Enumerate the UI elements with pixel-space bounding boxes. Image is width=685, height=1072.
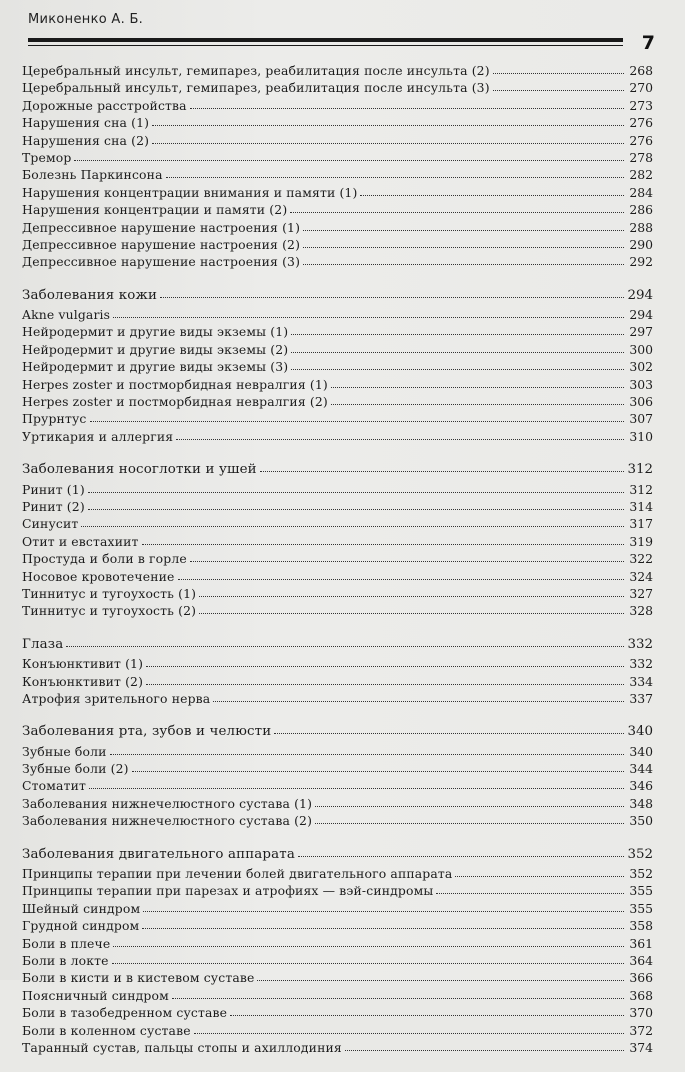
toc-entry-text: Носовое кровотечение xyxy=(22,568,175,584)
toc-entry xyxy=(22,585,653,602)
toc-entry xyxy=(22,166,653,183)
toc-entry xyxy=(22,655,653,672)
dot-leader xyxy=(199,595,624,597)
toc-entry-text: Принципы терапии при парезах и атрофиях — вэй-синдромы xyxy=(22,883,434,899)
dot-leader xyxy=(291,333,624,335)
toc-entry xyxy=(22,393,653,410)
toc-entry-text: Грудной синдром xyxy=(22,918,140,934)
toc-entry xyxy=(22,79,653,96)
toc-entry-text: Нейродермит и другие виды экземы (2) xyxy=(22,341,289,357)
dot-leader xyxy=(190,560,624,562)
dot-leader xyxy=(142,543,624,545)
toc-entry-page: 319 xyxy=(629,533,653,549)
toc-entry-page: 346 xyxy=(629,778,653,794)
toc-entry-text: Атрофия зрительного нерва xyxy=(22,690,211,706)
dot-leader xyxy=(152,124,624,126)
toc-entry xyxy=(22,97,653,114)
dot-leader xyxy=(274,732,624,734)
dot-leader xyxy=(260,470,624,472)
toc-entry-page: 286 xyxy=(629,202,653,218)
toc-entry xyxy=(22,62,653,79)
toc-section xyxy=(22,62,653,271)
header-rule-thin xyxy=(28,45,623,46)
toc-entry xyxy=(22,306,653,323)
toc-entry-text: Боли в кисти и в кистевом суставе xyxy=(22,970,255,986)
toc-entry-page: 297 xyxy=(629,324,653,340)
toc-entry-page: 276 xyxy=(629,115,653,131)
section-title xyxy=(22,287,653,304)
toc-entry-page: 288 xyxy=(629,219,653,235)
dot-leader xyxy=(112,962,624,964)
toc-section xyxy=(22,636,653,708)
toc-section xyxy=(22,846,653,1057)
toc-entry xyxy=(22,253,653,270)
toc-entry-page: 366 xyxy=(629,970,653,986)
toc-entry-text: Конъюнктивит (1) xyxy=(22,656,144,672)
toc-entry xyxy=(22,602,653,619)
dot-leader xyxy=(172,997,624,999)
dot-leader xyxy=(66,645,624,647)
toc-entry-text: Поясничный синдром xyxy=(22,987,169,1003)
section-title-text: Заболевания кожи xyxy=(22,287,158,303)
toc-entry-page: 317 xyxy=(629,516,653,532)
toc-entry-page: 284 xyxy=(629,184,653,200)
dot-leader xyxy=(331,403,624,405)
toc-entry-page: 324 xyxy=(629,568,653,584)
toc-entry-text: Синусит xyxy=(22,516,79,532)
toc-entry-page: 355 xyxy=(629,883,653,899)
toc-entry-text: Отит и евстахиит xyxy=(22,533,139,549)
toc-entry-text: Церебральный инсульт, гемипарез, реабилитация после инсульта (3) xyxy=(22,80,490,96)
toc-entry-page: 314 xyxy=(629,498,653,514)
toc-entry-text: Зубные боли (2) xyxy=(22,761,129,777)
toc-entry-text: Herpes zoster и постморбидная невралгия (1) xyxy=(22,376,328,392)
toc-entry xyxy=(22,533,653,550)
toc-entry-text: Боли в плече xyxy=(22,935,111,951)
toc-entry-page: 302 xyxy=(629,359,653,375)
toc-entry xyxy=(22,515,653,532)
dot-leader xyxy=(345,1049,624,1051)
toc-entry-text: Депрессивное нарушение настроения (1) xyxy=(22,219,301,235)
toc-entry-text: Тиннитус и тугоухость (2) xyxy=(22,603,197,619)
toc-entry xyxy=(22,987,653,1004)
dot-leader xyxy=(290,211,624,213)
dot-leader xyxy=(315,805,624,807)
dot-leader xyxy=(190,107,624,109)
toc-entry-text: Таранный сустав, пальцы стопы и ахиллодиния xyxy=(22,1039,342,1055)
toc-entry xyxy=(22,132,653,149)
toc-entry-page: 322 xyxy=(629,551,653,567)
toc-entry-page: 358 xyxy=(629,918,653,934)
dot-leader xyxy=(178,578,624,580)
toc-entry xyxy=(22,149,653,166)
toc-entry-page: 292 xyxy=(629,254,653,270)
toc-entry xyxy=(22,917,653,934)
dot-leader xyxy=(74,159,624,161)
toc-entry-page: 361 xyxy=(629,935,653,951)
toc-entry-text: Дорожные расстройства xyxy=(22,97,187,113)
toc-entry-page: 374 xyxy=(629,1039,653,1055)
dot-leader xyxy=(291,368,624,370)
toc-entry-text: Тиннитус и тугоухость (1) xyxy=(22,585,197,601)
toc-entry-page: 273 xyxy=(629,97,653,113)
running-head: Миконенко А. Б. xyxy=(28,12,144,27)
section-title-text: Заболевания носоглотки и ушей xyxy=(22,462,257,478)
dot-leader xyxy=(88,491,624,493)
section-title-text: Заболевания двигательного аппарата xyxy=(22,846,295,862)
toc-entry-text: Принципы терапии при лечении болей двигательного аппарата xyxy=(22,866,453,882)
toc-entry-page: 307 xyxy=(629,411,653,427)
toc-entry xyxy=(22,498,653,515)
toc-entry-text: Нейродермит и другие виды экземы (3) xyxy=(22,359,289,375)
toc-entry-page: 310 xyxy=(629,428,653,444)
dot-leader xyxy=(493,72,624,74)
dot-leader xyxy=(142,927,624,929)
section-title-page: 294 xyxy=(627,287,653,303)
toc-entry-page: 278 xyxy=(629,149,653,165)
dot-leader xyxy=(303,263,624,265)
toc-entry xyxy=(22,760,653,777)
toc-entry-page: 294 xyxy=(629,307,653,323)
dot-leader xyxy=(199,612,624,614)
section-title-text: Глаза xyxy=(22,636,64,652)
toc-entry-text: Стоматит xyxy=(22,778,86,794)
toc-entry-text: Прурнтус xyxy=(22,411,87,427)
toc-entry xyxy=(22,376,653,393)
toc-entry-page: 332 xyxy=(629,656,653,672)
toc-entry-text: Боли в тазобедренном суставе xyxy=(22,1005,228,1021)
toc-entry xyxy=(22,777,653,794)
toc-entry-page: 370 xyxy=(629,1005,653,1021)
toc-entry-page: 355 xyxy=(629,900,653,916)
toc-entry-page: 337 xyxy=(629,690,653,706)
toc-entry xyxy=(22,882,653,899)
toc-entry xyxy=(22,673,653,690)
section-title xyxy=(22,636,653,653)
table-of-contents xyxy=(22,62,653,1072)
toc-entry xyxy=(22,219,653,236)
toc-entry-page: 290 xyxy=(629,236,653,252)
page-header xyxy=(28,10,655,54)
toc-entry xyxy=(22,935,653,952)
dot-leader xyxy=(152,142,624,144)
dot-leader xyxy=(176,438,624,440)
toc-entry xyxy=(22,428,653,445)
toc-entry-page: 344 xyxy=(629,761,653,777)
toc-entry-text: Нарушения концентрации и памяти (2) xyxy=(22,202,288,218)
toc-entry-page: 306 xyxy=(629,394,653,410)
section-title xyxy=(22,846,653,863)
toc-entry-text: Нарушения сна (1) xyxy=(22,115,150,131)
dot-leader xyxy=(303,246,624,248)
dot-leader xyxy=(88,508,624,510)
section-title-page: 352 xyxy=(627,846,653,862)
dot-leader xyxy=(160,296,624,298)
dot-leader xyxy=(194,1032,624,1034)
toc-entry xyxy=(22,743,653,760)
toc-entry xyxy=(22,969,653,986)
toc-entry xyxy=(22,865,653,882)
toc-entry-text: Ринит (1) xyxy=(22,481,85,497)
toc-entry-page: 352 xyxy=(629,866,653,882)
toc-entry xyxy=(22,236,653,253)
toc-entry xyxy=(22,690,653,707)
toc-entry xyxy=(22,114,653,131)
toc-entry xyxy=(22,812,653,829)
dot-leader xyxy=(315,822,624,824)
dot-leader xyxy=(113,945,624,947)
toc-entry xyxy=(22,481,653,498)
toc-entry xyxy=(22,184,653,201)
dot-leader xyxy=(166,176,624,178)
dot-leader xyxy=(455,875,624,877)
toc-entry-text: Депрессивное нарушение настроения (3) xyxy=(22,254,301,270)
section-title-page: 312 xyxy=(627,462,653,478)
dot-leader xyxy=(360,194,624,196)
toc-entry-page: 364 xyxy=(629,952,653,968)
toc-entry-text: Нейродермит и другие виды экземы (1) xyxy=(22,324,289,340)
dot-leader xyxy=(132,770,624,772)
toc-entry-page: 282 xyxy=(629,167,653,183)
dot-leader xyxy=(303,229,624,231)
toc-entry-text: Заболевания нижнечелюстного сустава (1) xyxy=(22,795,313,811)
toc-entry-text: Herpes zoster и постморбидная невралгия (2) xyxy=(22,394,328,410)
toc-entry-text: Депрессивное нарушение настроения (2) xyxy=(22,236,301,252)
toc-entry-page: 340 xyxy=(629,743,653,759)
page-number: 7 xyxy=(641,32,655,54)
toc-entry-page: 312 xyxy=(629,481,653,497)
toc-entry xyxy=(22,952,653,969)
toc-entry xyxy=(22,550,653,567)
toc-entry-text: Зубные боли xyxy=(22,743,107,759)
dot-leader xyxy=(291,351,624,353)
toc-entry-page: 327 xyxy=(629,585,653,601)
dot-leader xyxy=(493,89,624,91)
toc-entry xyxy=(22,568,653,585)
toc-entry-page: 328 xyxy=(629,603,653,619)
toc-entry-page: 348 xyxy=(629,795,653,811)
toc-entry-text: Конъюнктивит (2) xyxy=(22,673,144,689)
section-title-page: 340 xyxy=(627,724,653,740)
toc-entry-page: 300 xyxy=(629,341,653,357)
toc-entry-page: 268 xyxy=(629,63,653,78)
dot-leader xyxy=(110,753,624,755)
toc-entry-page: 276 xyxy=(629,132,653,148)
toc-section xyxy=(22,723,653,829)
toc-entry xyxy=(22,358,653,375)
dot-leader xyxy=(436,892,624,894)
header-rule xyxy=(28,38,623,42)
dot-leader xyxy=(298,855,624,857)
dot-leader xyxy=(213,700,624,702)
toc-entry xyxy=(22,410,653,427)
section-title-text: Заболевания рта, зубов и челюсти xyxy=(22,724,272,740)
toc-entry-text: Нарушения сна (2) xyxy=(22,132,150,148)
toc-entry-text: Тремор xyxy=(22,149,72,165)
toc-entry xyxy=(22,323,653,340)
toc-entry xyxy=(22,900,653,917)
dot-leader xyxy=(143,910,624,912)
dot-leader xyxy=(89,787,624,789)
dot-leader xyxy=(331,386,624,388)
toc-entry-text: Простуда и боли в горле xyxy=(22,551,187,567)
toc-entry-text: Боли в локте xyxy=(22,952,109,968)
toc-entry-page: 270 xyxy=(629,80,653,96)
toc-entry xyxy=(22,201,653,218)
dot-leader xyxy=(90,420,624,422)
section-title xyxy=(22,461,653,478)
toc-entry-page: 303 xyxy=(629,376,653,392)
toc-section xyxy=(22,287,653,446)
toc-entry xyxy=(22,1039,653,1056)
toc-entry-text: Шейный синдром xyxy=(22,900,141,916)
toc-entry-text: Akne vulgaris xyxy=(22,307,111,323)
dot-leader xyxy=(230,1014,624,1016)
dot-leader xyxy=(146,665,624,667)
toc-entry-text: Ринит (2) xyxy=(22,498,85,514)
section-title xyxy=(22,723,653,740)
toc-section xyxy=(22,461,653,620)
toc-entry-text: Нарушения концентрации внимания и памяти (1) xyxy=(22,184,358,200)
dot-leader xyxy=(113,316,624,318)
toc-entry-text: Заболевания нижнечелюстного сустава (2) xyxy=(22,813,313,829)
dot-leader xyxy=(81,525,624,527)
toc-entry-page: 334 xyxy=(629,673,653,689)
toc-entry-text: Болезнь Паркинсона xyxy=(22,167,163,183)
section-title-page: 332 xyxy=(627,636,653,652)
toc-entry xyxy=(22,795,653,812)
toc-entry-text: Церебральный инсульт, гемипарез, реабилитация после инсульта (2) xyxy=(22,63,490,78)
toc-entry-page: 350 xyxy=(629,813,653,829)
toc-entry-page: 368 xyxy=(629,987,653,1003)
toc-entry-page: 372 xyxy=(629,1022,653,1038)
toc-entry-text: Уртикария и аллергия xyxy=(22,428,174,444)
toc-entry xyxy=(22,1004,653,1021)
dot-leader xyxy=(146,683,624,685)
toc-entry xyxy=(22,341,653,358)
toc-entry xyxy=(22,1022,653,1039)
toc-entry-text: Боли в коленном суставе xyxy=(22,1022,191,1038)
